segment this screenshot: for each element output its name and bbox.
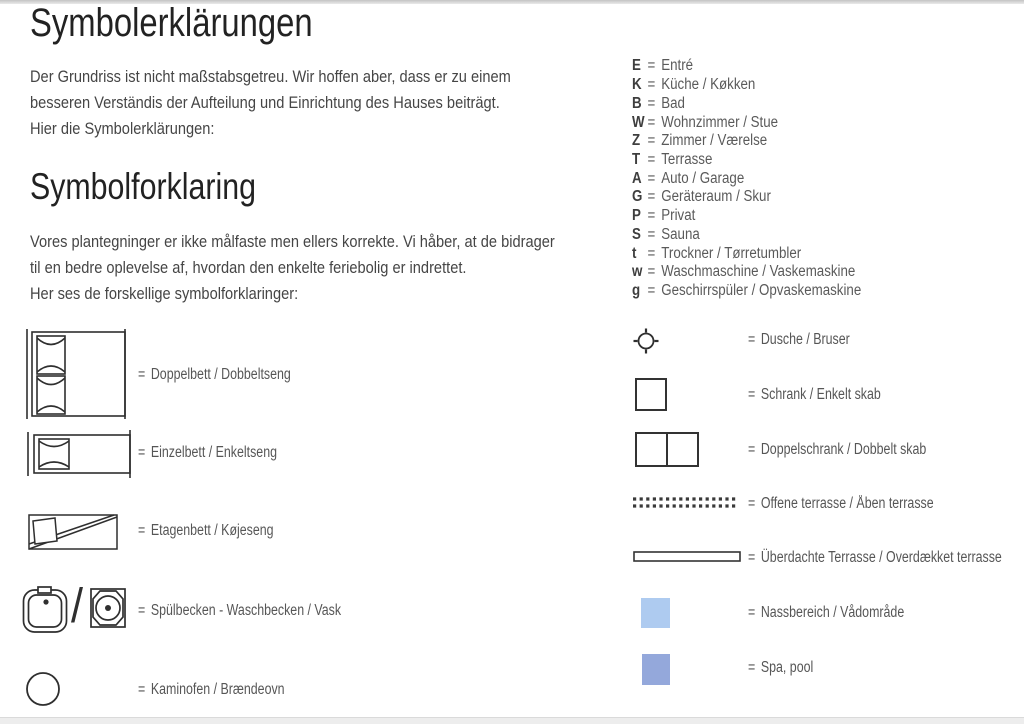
single-cabinet-icon [635,378,667,411]
equals-sign: = [138,366,146,383]
slash-separator: / [71,580,84,633]
equals-sign: = [748,604,756,621]
intro-german [30,64,511,142]
room-code-letter: g [632,281,641,299]
room-code-row [632,282,861,301]
equals-sign: = [647,113,656,131]
equals-sign: = [138,681,146,698]
equals-sign: = [647,57,656,75]
equals-sign: = [748,549,756,566]
room-code-label: Zimmer / Værelse [661,132,768,150]
room-code-label: Sauna [661,225,700,243]
equals-sign: = [138,444,146,461]
shower-icon [631,326,661,356]
equals-sign: = [647,225,656,243]
intro-german-line: Der Grundriss ist nicht maßstabsgetreu. Wir hoffen aber, dass er zu einem [30,67,511,86]
wash-basin-icon [90,587,126,629]
room-code-row [632,113,861,132]
page-title-danish: Symbolforklaring [30,166,256,207]
shower-label: = Dusche / Bruser [748,331,850,348]
equals-sign: = [647,169,656,187]
double-bed-label: = Doppelbett / Dobbeltseng [138,366,291,383]
covered-terrace-icon [633,551,741,562]
wood-stove-label: = Kaminofen / Brændeovn [138,681,285,698]
room-code-label: Auto / Garage [661,169,745,187]
equals-sign: = [647,244,656,262]
equals-sign: = [138,602,146,619]
room-code-letter: Z [632,132,641,150]
intro-german-line: Hier die Symbolerklärungen: [30,119,215,138]
page-title-german: Symbolerklärungen [30,1,313,45]
room-code-row [632,244,861,263]
room-code-row [632,263,861,282]
equals-sign: = [748,386,756,403]
intro-german-line: besseren Verständis der Aufteilung und Einrichtung des Hauses beiträgt. [30,93,500,112]
room-code-label: Wohnzimmer / Stue [661,113,779,131]
equals-sign: = [647,207,656,225]
wet-area-label: = Nassbereich / Vådområde [748,604,905,621]
equals-sign: = [647,132,656,150]
equals-sign: = [647,94,656,112]
room-code-label: Privat [661,207,696,225]
room-code-label: Trockner / Tørretumbler [661,244,802,262]
double-bed-icon [24,329,128,419]
room-code-letter: K [632,76,642,94]
wood-stove-icon [25,671,61,707]
equals-sign: = [647,76,656,94]
bunk-bed-label: = Etagenbett / Køjeseng [138,522,274,539]
room-code-row [632,94,861,113]
equals-sign: = [748,331,756,348]
room-code-letter: G [632,188,643,206]
room-code-letter: T [632,150,641,168]
page-bottom-edge [0,717,1024,724]
room-code-letter: A [632,169,642,187]
equals-sign: = [748,659,756,676]
room-code-row [632,188,861,207]
room-code-letter: S [632,225,641,243]
room-code-letter: t [632,244,637,262]
equals-sign: = [647,188,656,206]
intro-danish-line: Vores plantegninger er ikke målfaste men ellers korrekte. Vi håber, at de bidrager [30,232,555,251]
equals-sign: = [138,522,146,539]
bunk-bed-icon [24,508,122,552]
single-bed-icon [24,430,136,478]
room-code-list [632,57,861,300]
double-cabinet-label: = Doppelschrank / Dobbelt skab [748,441,927,458]
room-code-row [632,151,861,170]
single-bed-label: = Einzelbett / Enkeltseng [138,444,277,461]
room-code-label: Geschirrspüler / Opvaskemaskine [661,281,862,299]
room-code-label: Küche / Køkken [661,76,756,94]
room-code-row [632,132,861,151]
room-code-letter: E [632,57,641,75]
equals-sign: = [647,281,656,299]
equals-sign: = [748,441,756,458]
room-code-label: Bad [661,94,685,112]
room-code-label: Geräteraum / Skur [661,188,771,206]
equals-sign: = [647,150,656,168]
room-code-row [632,207,861,226]
room-code-label: Waschmaschine / Vaskemaskine [661,263,856,281]
room-code-row [632,76,861,95]
room-code-row [632,169,861,188]
spa-pool-label: = Spa, pool [748,659,814,676]
room-code-letter: P [632,207,641,225]
equals-sign: = [748,495,756,512]
room-code-row [632,57,861,76]
wet-area-swatch [641,598,670,628]
open-terrace-icon [633,496,737,510]
single-cabinet-label: = Schrank / Enkelt skab [748,386,881,403]
double-cabinet-icon [635,432,699,467]
room-code-row [632,225,861,244]
room-code-letter: W [632,113,645,131]
room-code-label: Terrasse [661,150,713,168]
intro-danish-line: til en bedre oplevelse af, hvordan den enkelte feriebolig er indrettet. [30,258,467,277]
room-code-label: Entré [661,57,694,75]
kitchen-sink-icon [22,586,68,634]
spa-pool-swatch [642,654,670,685]
room-code-letter: B [632,94,642,112]
sink-label: = Spülbecken - Waschbecken / Vask [138,602,342,619]
intro-danish [30,229,555,307]
intro-danish-line: Her ses de forskellige symbolforklaringer: [30,284,299,303]
equals-sign: = [647,263,656,281]
open-terrace-label: = Offene terrasse / Åben terrasse [748,495,934,512]
room-code-letter: w [632,263,643,281]
covered-terrace-label: = Überdachte Terrasse / Overdækket terrasse [748,549,1002,566]
